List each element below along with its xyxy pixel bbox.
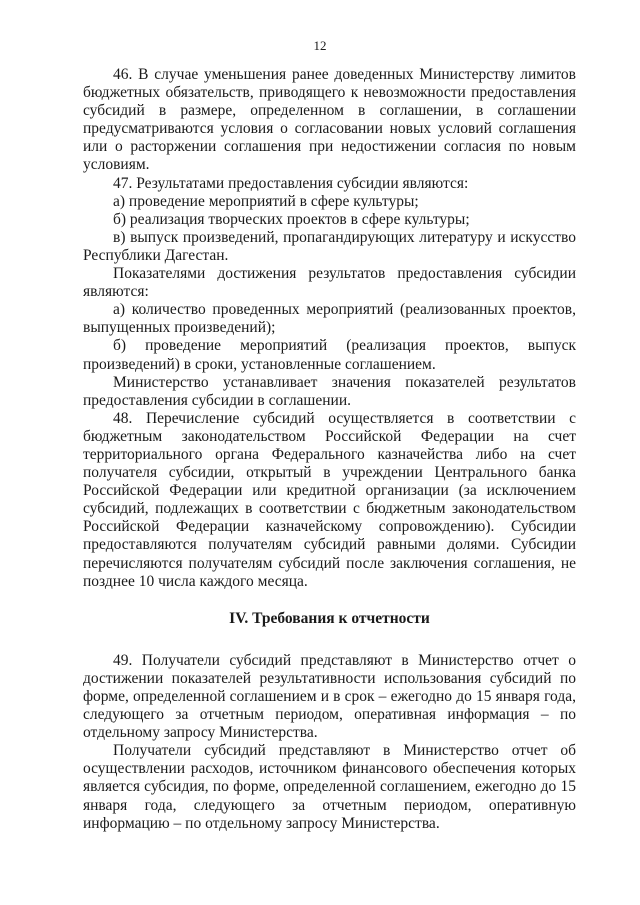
paragraph-expense-report: Получатели субсидий представляют в Министерство отчет об осуществлении расходов, источником финансового обеспечения которых является субсидия, по форме, определенной соглашением, ежегодно до 15 января года, следующего за отчетным периодом, оперативную информацию – по отдельному запросу Министерства. (83, 742, 576, 832)
section-heading: IV. Требования к отчетности (229, 609, 430, 627)
list-item-a: а) проведение мероприятий в сфере культуры; (113, 192, 419, 210)
indicator-a: а) количество проведенных мероприятий (реализованных проектов, выпущенных произведений); (83, 301, 576, 337)
indicator-b: б) проведение мероприятий (реализация проектов, выпуск произведений) в сроки, установленные соглашением. (83, 337, 576, 373)
paragraph-49: 49. Получатели субсидий представляют в Министерство отчет о достижении показателей результативности использования субсидий по форме, определенной соглашением и в срок – ежегодно до 15 января года, следующего за отчетным периодом, оперативная информация – по отдельному запросу Министерства. (83, 651, 576, 742)
paragraph-46: 46. В случае уменьшения ранее доведенных Министерству лимитов бюджетных обязательств, приводящего к невозможности предоставления субсидий в размере, определенном в соглашении, в соглашении предусматриваются условия о согласовании новых условий соглашения или о расторжении соглашения при недостижении согласия по новым условиям. (83, 66, 576, 174)
list-item-b: б) реализация творческих проектов в сфере культуры; (113, 210, 470, 228)
paragraph-47: 47. Результатами предоставления субсидии являются: (113, 174, 469, 192)
ministry-sets-values: Министерство устанавливает значения показателей результатов предоставления субсидии в соглашении. (83, 373, 576, 409)
paragraph-48: 48. Перечисление субсидий осуществляется в соответствии с бюджетным законодательством Российской Федерации на счет территориального органа Федерального казначейства либо на счет получателя субсидии, открытый в учреждении Центрального банка Российской Федерации или кредитной организации (за исключением субсидий, подлежащих в соответствии с бюджетным законодательством Российской Федерации казначейскому сопровождению). Субсидии предоставляются получателям субсидий равными долями. Субсидии перечисляются получателям субсидий после заключения соглашения, не позднее 10 числа каждого месяца. (83, 409, 576, 590)
document-body (83, 66, 576, 833)
list-item-v: в) выпуск произведений, пропагандирующих литературу и искусство Республики Дагестан. (83, 228, 576, 264)
page-number: 12 (313, 38, 327, 53)
indicators-intro: Показателями достижения результатов предоставления субсидии являются: (83, 265, 576, 301)
